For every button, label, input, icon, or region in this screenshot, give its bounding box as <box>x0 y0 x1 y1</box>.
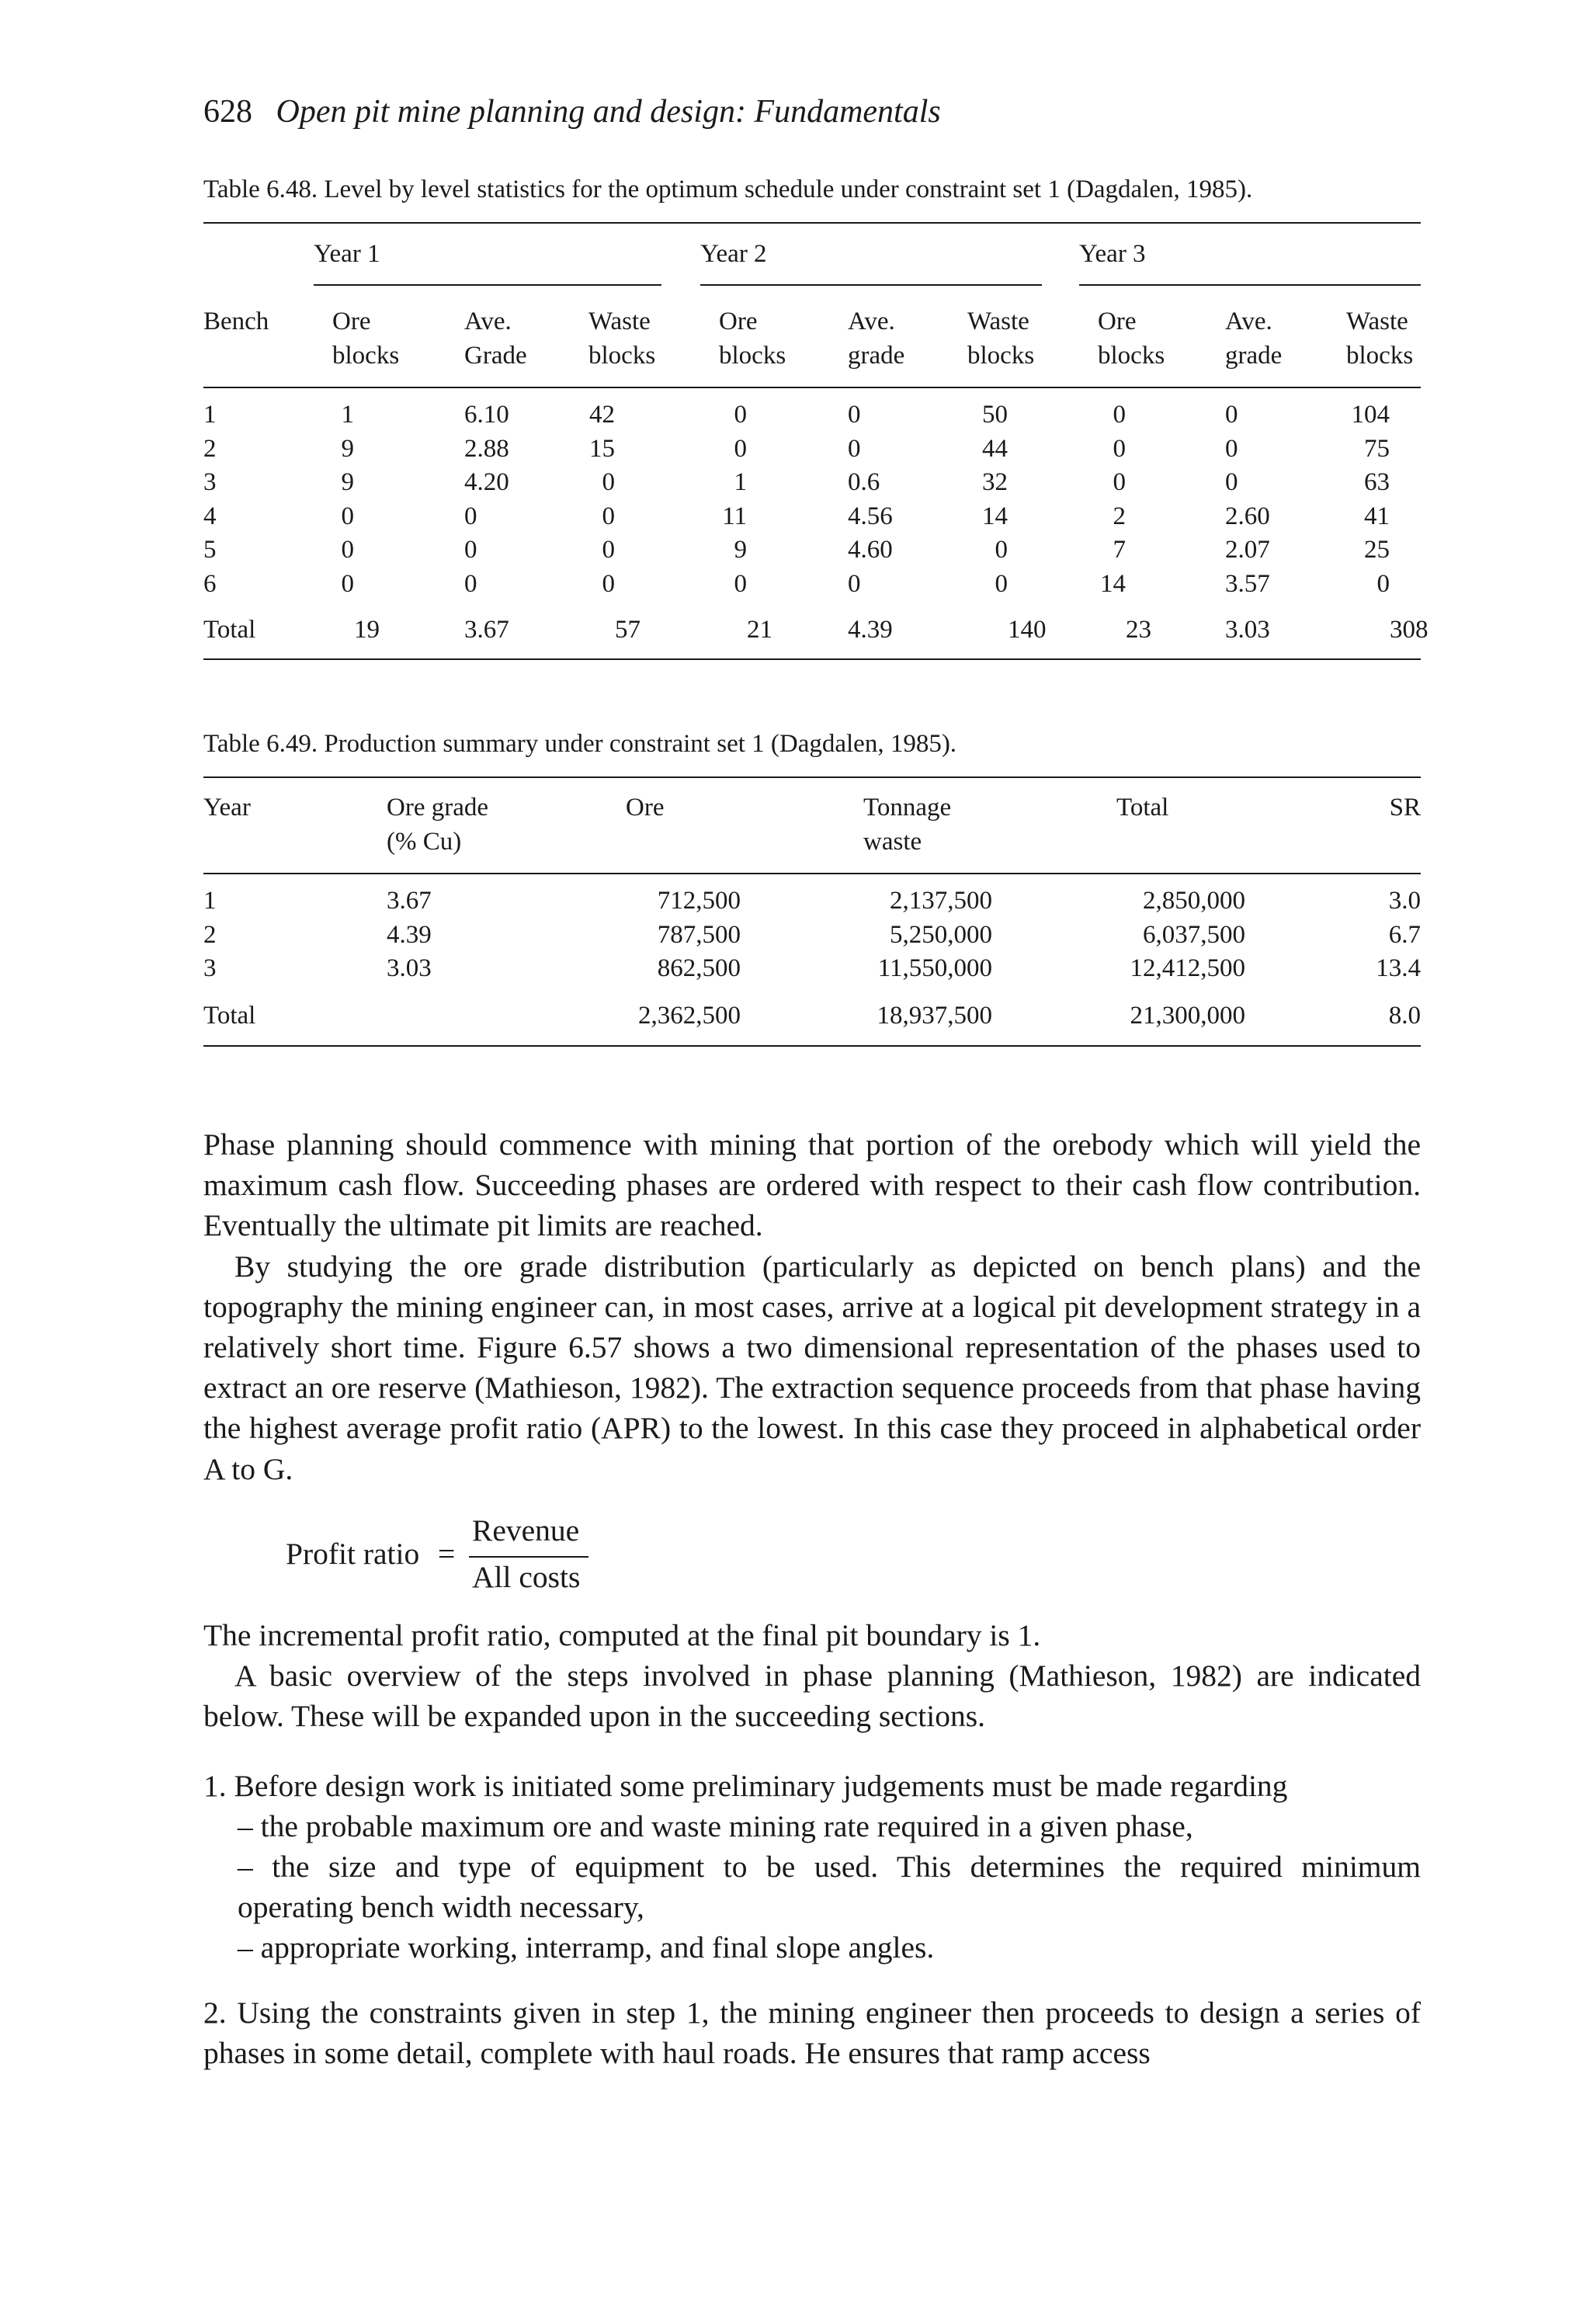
formula-denominator: All costs <box>472 1560 581 1594</box>
table-cell: 3.03 <box>387 954 432 982</box>
total-cell: 3.03 <box>1225 616 1270 644</box>
step-2-text: 2. Using the constraints given in step 1, the mining engineer then proceeds to design a series of phases in some detail, complete with haul roads. He ensures that ramp access <box>203 1996 1421 2071</box>
total-cell: 21 <box>747 616 772 644</box>
year-number: 1 <box>203 887 217 915</box>
column-header: blocks <box>1346 342 1414 370</box>
table-cell: 14 <box>1100 570 1126 598</box>
table-cell: 0 <box>848 435 861 463</box>
column-header: Ave. <box>848 307 895 335</box>
column-header: grade <box>848 342 905 370</box>
table-cell: 0 <box>602 570 615 598</box>
table-cell: 862,500 <box>657 954 741 982</box>
table-cell: 9 <box>734 536 747 564</box>
year-rule <box>314 284 661 286</box>
table-cell: 0 <box>341 536 354 564</box>
table-cell: 787,500 <box>657 921 741 949</box>
table-cell: 0 <box>848 570 861 598</box>
bench-number: 5 <box>203 536 217 564</box>
table-cell: 25 <box>1364 536 1390 564</box>
table-cell: 0 <box>734 435 747 463</box>
bench-number: 3 <box>203 468 217 496</box>
column-header: Ave. <box>1225 307 1272 335</box>
year-rule <box>700 284 1042 286</box>
column-header-total: Total <box>1116 794 1169 822</box>
column-header-sr: SR <box>1389 794 1421 822</box>
table-bottom-rule <box>203 658 1421 660</box>
year-label: Year 1 <box>314 240 380 268</box>
table-bottom-rule <box>203 1045 1421 1047</box>
table-cell: 42 <box>589 401 615 429</box>
table-cell: 9 <box>341 435 354 463</box>
table-cell: 11 <box>722 502 747 530</box>
table-cell: 0 <box>1225 435 1238 463</box>
column-header: grade <box>1225 342 1283 370</box>
paragraph: By studying the ore grade distribution (particularly as depicted on bench plans) and the topography the mining engineer can, in most cases, arrive at a logical pit development strategy in a relatively short time. Figure 6.57 shows a two dimensional representation of the phases used to extract an ore reserve (Mathieson, 1982). The extraction sequence proceeds from that phase having the highest average profit ratio (APR) to the lowest. In this case they proceed in alphabetical order A to G. <box>203 1249 1421 1486</box>
book-title: Open pit mine planning and design: Fundamentals <box>276 94 941 130</box>
body-paragraphs <box>203 1615 1421 1737</box>
table-cell: 75 <box>1364 435 1390 463</box>
column-header: blocks <box>588 342 656 370</box>
year-number: 3 <box>203 954 217 982</box>
column-header: blocks <box>1098 342 1165 370</box>
total-cell: 57 <box>615 616 641 644</box>
table-cell: 4.60 <box>848 536 893 564</box>
column-header-tonnage-waste: waste <box>863 828 922 856</box>
formula-numerator: Revenue <box>472 1513 580 1548</box>
table-cell: 1 <box>341 401 354 429</box>
table-header-rule <box>203 387 1421 388</box>
table-cell: 0 <box>1113 401 1126 429</box>
table-cell: 7 <box>1113 536 1126 564</box>
column-header: Ore <box>719 307 758 335</box>
table-cell: 0 <box>995 536 1008 564</box>
year-label: Year 2 <box>700 240 767 268</box>
total-label: Total <box>203 616 256 644</box>
table-cell: 1 <box>734 468 747 496</box>
step-1-intro: 1. Before design work is initiated some preliminary judgements must be made regarding <box>203 1769 1288 1803</box>
table-cell: 0 <box>602 468 615 496</box>
table-cell: 0 <box>1376 570 1390 598</box>
table-cell: 32 <box>982 468 1008 496</box>
total-cell: 18,937,500 <box>877 1002 992 1030</box>
column-header: Waste <box>588 307 651 335</box>
table-cell: 0 <box>602 502 615 530</box>
paragraph: A basic overview of the steps involved in phase planning (Mathieson, 1982) are indicated below. These will be expanded upon in the succeeding sections. <box>203 1659 1421 1734</box>
bench-number: 1 <box>203 401 217 429</box>
table-cell: 2,137,500 <box>890 887 992 915</box>
total-cell: 21,300,000 <box>1130 1002 1245 1030</box>
column-header: blocks <box>332 342 400 370</box>
total-cell: 2,362,500 <box>638 1002 741 1030</box>
bench-number: 2 <box>203 435 217 463</box>
column-header: Grade <box>464 342 527 370</box>
paragraph: Phase planning should commence with mining that portion of the orebody which will yield the maximum cash flow. Succeeding phases are ordered with respect to their cash flow contribution. Eventually the ultimate pit limits are reached. <box>203 1127 1421 1243</box>
total-cell: 308 <box>1390 616 1429 644</box>
table-cell: 6.10 <box>464 401 509 429</box>
table-cell: 6.7 <box>1388 921 1421 949</box>
table-cell: 2,850,000 <box>1143 887 1245 915</box>
table-cell: 0 <box>1225 468 1238 496</box>
table-cell: 5,250,000 <box>890 921 992 949</box>
table-cell: 0 <box>1113 435 1126 463</box>
fraction-bar <box>469 1556 588 1558</box>
column-header: blocks <box>719 342 786 370</box>
table-cell: 104 <box>1351 401 1390 429</box>
column-header: Waste <box>1346 307 1408 335</box>
table-cell: 0 <box>734 401 747 429</box>
body-paragraphs <box>203 1124 1421 1489</box>
total-label: Total <box>203 1002 256 1030</box>
table-cell: 0.6 <box>848 468 880 496</box>
table-cell: 13.4 <box>1376 954 1421 982</box>
table-cell: 11,550,000 <box>877 954 992 982</box>
table-6-49-caption: Table 6.49. Production summary under constraint set 1 (Dagdalen, 1985). <box>203 730 957 758</box>
total-cell: 23 <box>1126 616 1151 644</box>
total-cell: 140 <box>1008 616 1047 644</box>
column-header: Ore <box>1098 307 1137 335</box>
table-cell: 0 <box>602 536 615 564</box>
year-number: 2 <box>203 921 217 949</box>
step-1-item: – the probable maximum ore and waste mining rate required in a given phase, <box>238 1809 1193 1843</box>
formula-equals: = <box>438 1537 456 1571</box>
table-cell: 0 <box>848 401 861 429</box>
table-cell: 9 <box>341 468 354 496</box>
column-header-bench: Bench <box>203 307 269 335</box>
table-cell: 0 <box>464 536 477 564</box>
table-cell: 0 <box>464 502 477 530</box>
table-cell: 2 <box>1113 502 1126 530</box>
table-cell: 14 <box>982 502 1008 530</box>
table-top-rule <box>203 776 1421 778</box>
table-cell: 0 <box>464 570 477 598</box>
running-head <box>203 93 941 130</box>
table-cell: 0 <box>1113 468 1126 496</box>
table-cell: 0 <box>341 570 354 598</box>
total-cell: 8.0 <box>1388 1002 1421 1030</box>
column-header: blocks <box>967 342 1035 370</box>
table-cell: 4.20 <box>464 468 509 496</box>
column-header-ore-grade: Ore grade <box>387 794 489 822</box>
step-1-item: – appropriate working, interramp, and final slope angles. <box>238 1930 935 1964</box>
table-header-rule <box>203 873 1421 874</box>
table-cell: 3.0 <box>1388 887 1421 915</box>
column-header: Ore <box>332 307 371 335</box>
year-label: Year 3 <box>1079 240 1146 268</box>
table-cell: 712,500 <box>657 887 741 915</box>
table-cell: 63 <box>1364 468 1390 496</box>
table-cell: 2.60 <box>1225 502 1270 530</box>
column-header-year: Year <box>203 794 251 822</box>
table-cell: 4.39 <box>387 921 432 949</box>
table-cell: 0 <box>734 570 747 598</box>
step-1-item-continued: operating bench width necessary, <box>238 1890 644 1924</box>
table-cell: 2.88 <box>464 435 509 463</box>
step-1-item: – the size and type of equipment to be used. This determines the required minimum <box>238 1850 1421 1884</box>
table-cell: 50 <box>982 401 1008 429</box>
total-cell: 3.67 <box>464 616 509 644</box>
column-header-ore-grade-unit: (% Cu) <box>387 828 462 856</box>
table-cell: 0 <box>1225 401 1238 429</box>
table-cell: 6,037,500 <box>1143 921 1245 949</box>
bench-number: 4 <box>203 502 217 530</box>
column-header: Ave. <box>464 307 512 335</box>
total-cell: 19 <box>354 616 380 644</box>
total-cell: 4.39 <box>848 616 893 644</box>
table-cell: 15 <box>589 435 615 463</box>
table-cell: 3.57 <box>1225 570 1270 598</box>
column-header: Waste <box>967 307 1029 335</box>
table-cell: 41 <box>1364 502 1390 530</box>
year-rule <box>1079 284 1421 286</box>
table-cell: 3.67 <box>387 887 432 915</box>
table-cell: 4.56 <box>848 502 893 530</box>
page-number: 628 <box>203 94 252 130</box>
table-cell: 0 <box>341 502 354 530</box>
formula-label: Profit ratio <box>286 1537 420 1571</box>
table-top-rule <box>203 222 1421 224</box>
table-cell: 12,412,500 <box>1130 954 1245 982</box>
paragraph: The incremental profit ratio, computed at the final pit boundary is 1. <box>203 1618 1041 1652</box>
table-cell: 0 <box>995 570 1008 598</box>
table-6-48-caption: Table 6.48. Level by level statistics for the optimum schedule under constraint set 1 (Dagdalen, 1985). <box>203 175 1253 203</box>
table-cell: 44 <box>982 435 1008 463</box>
column-header-ore: Ore <box>626 794 665 822</box>
table-cell: 2.07 <box>1225 536 1270 564</box>
column-header-tonnage: Tonnage <box>863 794 952 822</box>
bench-number: 6 <box>203 570 217 598</box>
